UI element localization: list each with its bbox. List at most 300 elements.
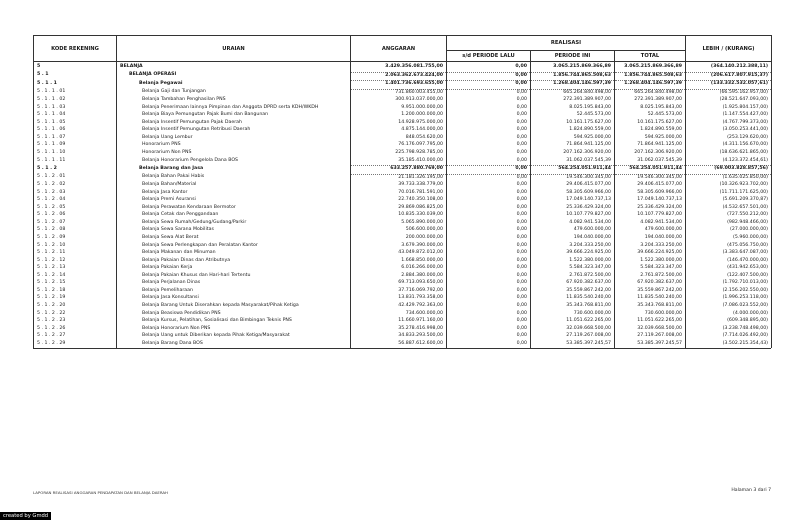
- cell-uraian: Belanja Insentif Pemungutan Pajak Daerah: [117, 120, 351, 128]
- table-row: [34, 127, 772, 135]
- table-row: [34, 72, 772, 81]
- cell-anggaran: 734.600.000,00: [351, 311, 447, 319]
- cell-total: 1.856.744.865.508,63: [615, 72, 686, 81]
- cell-ini: 35.559.867.242,00: [531, 288, 615, 296]
- cell-anggaran: 2.884.380.000,00: [351, 273, 447, 281]
- cell-lebih: (475.056.750,00): [686, 243, 772, 251]
- cell-kode: 5 . 1 . 2 . 15: [34, 280, 117, 288]
- cell-ini: 1.856.744.865.508,63: [531, 72, 615, 81]
- cell-kode: 5 . 1 . 2 . 08: [34, 227, 117, 235]
- cell-total: 3.065.215.869.366,89: [615, 62, 686, 72]
- cell-anggaran: 5.065.890.000,00: [351, 220, 447, 228]
- header-lebih-kurang: LEBIH / (KURANG): [686, 36, 772, 62]
- cell-total: 594.925.000,00: [615, 135, 686, 143]
- cell-ini: 25.336.429.324,00: [531, 205, 615, 213]
- header-total: TOTAL: [615, 51, 686, 62]
- cell-uraian: Belanja Barang dan Jasa: [117, 166, 351, 175]
- cell-kode: 5 . 1 . 2 . 20: [34, 303, 117, 311]
- cell-anggaran: 200.000.000,00: [351, 235, 447, 243]
- cell-anggaran: 35.278.416.998,00: [351, 326, 447, 334]
- cell-ini: 479.600.000,00: [531, 227, 615, 235]
- cell-uraian: Belanja Beasiswa Pendidikan PNS: [117, 311, 351, 319]
- report-table-body: [33, 62, 772, 348]
- cell-lalu: 0,00: [447, 197, 531, 205]
- cell-ini: 194.040.000,00: [531, 235, 615, 243]
- cell-total: 71.864.941.125,00: [615, 142, 686, 150]
- cell-ini: 11.835.540.240,00: [531, 295, 615, 303]
- cell-kode: 5 . 1 . 1 . 06: [34, 127, 117, 135]
- cell-lalu: 0,00: [447, 120, 531, 128]
- cell-kode: 5 . 1 . 2 . 10: [34, 243, 117, 251]
- cell-kode: 5 . 1 . 2 . 04: [34, 197, 117, 205]
- cell-lebih: (4.123.372.454,61): [686, 158, 772, 166]
- cell-total: 2.761.872.500,00: [615, 273, 686, 281]
- cell-total: 32.039.668.500,00: [615, 326, 686, 334]
- cell-lebih: (4.767.799.373,00): [686, 120, 772, 128]
- cell-kode: 5 . 1 . 2 . 03: [34, 190, 117, 198]
- cell-lebih: (1.996.253.118,00): [686, 295, 772, 303]
- table-row: [34, 235, 772, 243]
- cell-lalu: 0,00: [447, 174, 531, 182]
- cell-kode: 5 . 1 . 2 . 18: [34, 288, 117, 296]
- cell-uraian: Belanja Sewa Rumah/Gedung/Gudang/Parkir: [117, 220, 351, 228]
- cell-uraian: Honorarium Non PNS: [117, 150, 351, 158]
- table-row: [34, 150, 772, 158]
- cell-total: 52.445.573,00: [615, 112, 686, 120]
- cell-total: 5.584.323.347,00: [615, 265, 686, 273]
- cell-total: 11.835.540.240,00: [615, 295, 686, 303]
- cell-lebih: (1.925.804.157,00): [686, 105, 772, 113]
- cell-uraian: Belanja Penerimaan lainnya Pimpinan dan Anggota DPRD serta KDH/WKDH: [117, 105, 351, 113]
- cell-lalu: 0,00: [447, 190, 531, 198]
- cell-ini: 10.161.175.627,00: [531, 120, 615, 128]
- cell-anggaran: 3.429.356.081.755,00: [351, 62, 447, 72]
- cell-total: 730.600.000,00: [615, 311, 686, 319]
- cell-uraian: Belanja Tambahan Penghasilan PNS: [117, 97, 351, 105]
- cell-ini: 71.864.941.125,00: [531, 142, 615, 150]
- header-uraian: URAIAN: [117, 36, 351, 62]
- cell-ini: 3.204.333.250,00: [531, 243, 615, 251]
- cell-lalu: 0,00: [447, 205, 531, 213]
- cell-anggaran: 848.054.620,00: [351, 135, 447, 143]
- header-kode-rekening: KODE REKENING: [34, 36, 117, 62]
- cell-total: 1.268.404.146.597,39: [615, 81, 686, 90]
- cell-anggaran: 34.833.293.500,00: [351, 333, 447, 341]
- report-page: [33, 35, 771, 349]
- cell-anggaran: 633.257.880.769,00: [351, 166, 447, 175]
- cell-uraian: Belanja Perawatan Kendaraan Bermotor: [117, 205, 351, 213]
- cell-total: 39.666.224.925,00: [615, 250, 686, 258]
- cell-ini: 1.824.890.559,00: [531, 127, 615, 135]
- table-row: [34, 311, 772, 319]
- cell-anggaran: 506.600.000,00: [351, 227, 447, 235]
- cell-uraian: Belanja Biaya Pemungutan Pajak Bumi dan Bangunan: [117, 112, 351, 120]
- cell-kode: 5 . 1 . 2: [34, 166, 117, 175]
- cell-kode: 5: [34, 62, 117, 72]
- table-row: [34, 295, 772, 303]
- footer-page-number: Halaman 3 dari 7: [731, 488, 771, 493]
- cell-lalu: 0,00: [447, 150, 531, 158]
- table-row: [34, 326, 772, 334]
- cell-anggaran: 56.887.612.600,00: [351, 341, 447, 349]
- cell-uraian: Belanja Jasa Konsultansi: [117, 295, 351, 303]
- cell-lalu: 0,00: [447, 81, 531, 90]
- cell-total: 564.254.051.911,44: [615, 166, 686, 175]
- cell-anggaran: 69.713.093.650,00: [351, 280, 447, 288]
- cell-ini: 730.600.000,00: [531, 311, 615, 319]
- cell-lebih: (1.635.025.850,00): [686, 174, 772, 182]
- cell-lebih: (28.521.647.093,00): [686, 97, 772, 105]
- cell-total: 11.051.622.265,00: [615, 318, 686, 326]
- cell-ini: 10.107.779.827,00: [531, 212, 615, 220]
- cell-lalu: 0,00: [447, 273, 531, 281]
- table-row: [34, 197, 772, 205]
- cell-total: 10.107.779.827,00: [615, 212, 686, 220]
- cell-uraian: Belanja Honorarium Pengelola Dana BOS: [117, 158, 351, 166]
- cell-anggaran: 29.869.086.825,00: [351, 205, 447, 213]
- table-row: [34, 97, 772, 105]
- cell-lebih: (122.407.500,00): [686, 273, 772, 281]
- cell-lalu: 0,00: [447, 258, 531, 266]
- cell-total: 25.336.429.324,00: [615, 205, 686, 213]
- cell-uraian: Belanja Barang Dana BOS: [117, 341, 351, 349]
- cell-total: 10.161.175.627,00: [615, 120, 686, 128]
- cell-anggaran: 10.835.330.039,00: [351, 212, 447, 220]
- cell-lalu: 0,00: [447, 243, 531, 251]
- cell-lebih: (5.960.000,00): [686, 235, 772, 243]
- cell-ini: 32.039.668.500,00: [531, 326, 615, 334]
- cell-lebih: (3.383.647.087,00): [686, 250, 772, 258]
- creator-stamp: created by Gmdd: [0, 512, 51, 520]
- cell-anggaran: 6.016.266.000,00: [351, 265, 447, 273]
- cell-anggaran: 1.668.850.000,00: [351, 258, 447, 266]
- cell-ini: 1.522.380.000,00: [531, 258, 615, 266]
- cell-kode: 5 . 1 . 2 . 07: [34, 220, 117, 228]
- cell-kode: 5 . 1 . 1: [34, 81, 117, 90]
- cell-ini: 5.584.323.347,00: [531, 265, 615, 273]
- cell-kode: 5 . 1 . 2 . 02: [34, 182, 117, 190]
- table-row: [34, 250, 772, 258]
- cell-ini: 594.925.000,00: [531, 135, 615, 143]
- cell-total: 17.049.140.737,13: [615, 197, 686, 205]
- cell-lalu: 0,00: [447, 72, 531, 81]
- cell-kode: 5 . 1 . 2 . 23: [34, 318, 117, 326]
- cell-uraian: Belanja Uang untuk Diberikan kepada Pihak Ketiga/Masyarakat: [117, 333, 351, 341]
- cell-uraian: Belanja Bahan Pakai Habis: [117, 174, 351, 182]
- cell-lebih: (133.332.532.057,61): [686, 81, 772, 90]
- table-row: [34, 303, 772, 311]
- cell-ini: 19.546.300.345,00: [531, 174, 615, 182]
- cell-ini: 27.119.267.008,00: [531, 333, 615, 341]
- cell-ini: 2.761.872.500,00: [531, 273, 615, 281]
- cell-lebih: (3.238.748.498,00): [686, 326, 772, 334]
- cell-anggaran: 39.733.338.779,00: [351, 182, 447, 190]
- cell-total: 8.025.195.843,00: [615, 105, 686, 113]
- cell-anggaran: 731.860.003.455,00: [351, 89, 447, 97]
- cell-lebih: (7.086.023.552,00): [686, 303, 772, 311]
- cell-total: 1.522.380.000,00: [615, 258, 686, 266]
- header-realisasi: REALISASI: [447, 36, 686, 51]
- header-anggaran: ANGGARAN: [351, 36, 447, 62]
- cell-uraian: Belanja Pemeliharaan: [117, 288, 351, 296]
- cell-lalu: 0,00: [447, 158, 531, 166]
- cell-uraian: Belanja Makanan dan Minuman: [117, 250, 351, 258]
- table-row: [34, 212, 772, 220]
- cell-lalu: 0,00: [447, 142, 531, 150]
- table-bottom-border: [33, 348, 771, 349]
- cell-lalu: 0,00: [447, 326, 531, 334]
- table-row: [34, 112, 772, 120]
- cell-total: 665.264.840.498,00: [615, 89, 686, 97]
- cell-kode: 5 . 1 . 1 . 03: [34, 105, 117, 113]
- cell-uraian: Belanja Gaji dan Tunjangan: [117, 89, 351, 97]
- cell-total: 29.406.415.077,00: [615, 182, 686, 190]
- cell-uraian: Belanja Premi Asuransi: [117, 197, 351, 205]
- cell-lebih: (11.711.171.625,00): [686, 190, 772, 198]
- cell-ini: 1.268.404.146.597,39: [531, 81, 615, 90]
- cell-uraian: Belanja Barang Untuk Diserahkan kepada Masyarakat/Pihak Ketiga: [117, 303, 351, 311]
- cell-uraian: BELANJA OPERASI: [117, 72, 351, 81]
- cell-uraian: Belanja Honorarium Non PNS: [117, 326, 351, 334]
- table-row: [34, 142, 772, 150]
- cell-lebih: (1.147.554.427,00): [686, 112, 772, 120]
- cell-lebih: (431.942.653,00): [686, 265, 772, 273]
- cell-lebih: (69.003.828.857,56): [686, 166, 772, 175]
- cell-total: 1.824.890.559,00: [615, 127, 686, 135]
- header-periode-ini: PERIODE INI: [531, 51, 615, 62]
- cell-anggaran: 9.951.000.000,00: [351, 105, 447, 113]
- cell-lebih: (206.617.807.915,37): [686, 72, 772, 81]
- cell-anggaran: 70.016.781.591,00: [351, 190, 447, 198]
- cell-lebih: (727.550.212,00): [686, 212, 772, 220]
- cell-total: 4.082.941.534,00: [615, 220, 686, 228]
- cell-total: 53.385.397.245,57: [615, 341, 686, 349]
- cell-lebih: (3.050.253.441,00): [686, 127, 772, 135]
- cell-uraian: Belanja Jasa Kantor: [117, 190, 351, 198]
- cell-total: 19.546.300.345,00: [615, 174, 686, 182]
- cell-lalu: 0,00: [447, 97, 531, 105]
- cell-lebih: (4.532.657.501,00): [686, 205, 772, 213]
- cell-lalu: 0,00: [447, 112, 531, 120]
- cell-lebih: (364.140.212.388,11): [686, 62, 772, 72]
- cell-lalu: 0,00: [447, 311, 531, 319]
- cell-lebih: (2.156.202.550,00): [686, 288, 772, 296]
- footer-report-title: LAPORAN REALISASI ANGGARAN PENDAPATAN DAN BELANJA DAERAH: [33, 490, 168, 495]
- cell-lalu: 0,00: [447, 295, 531, 303]
- cell-kode: 5 . 1 . 2 . 06: [34, 212, 117, 220]
- cell-ini: 67.920.382.637,00: [531, 280, 615, 288]
- cell-anggaran: 21.181.326.195,00: [351, 174, 447, 182]
- table-row: [34, 227, 772, 235]
- cell-lalu: 0,00: [447, 105, 531, 113]
- cell-anggaran: 22.740.350.108,00: [351, 197, 447, 205]
- cell-ini: 4.082.941.534,00: [531, 220, 615, 228]
- cell-uraian: Belanja Sewa Perlengkapan dan Peralatan Kantor: [117, 243, 351, 251]
- table-row: [34, 318, 772, 326]
- cell-uraian: Belanja Kursus, Pelatihan, Sosialisasi dan Bimbingan Teknis PNS: [117, 318, 351, 326]
- cell-total: 31.062.037.545,39: [615, 158, 686, 166]
- cell-anggaran: 35.185.410.000,00: [351, 158, 447, 166]
- cell-total: 35.559.867.242,00: [615, 288, 686, 296]
- cell-kode: 5 . 1 . 2 . 22: [34, 311, 117, 319]
- cell-lebih: (7.714.026.492,00): [686, 333, 772, 341]
- cell-ini: 52.445.573,00: [531, 112, 615, 120]
- cell-anggaran: 2.063.362.673.424,00: [351, 72, 447, 81]
- cell-uraian: Belanja Insentif Pemungutan Retribusi Daerah: [117, 127, 351, 135]
- table-row: [34, 174, 772, 182]
- cell-lalu: 0,00: [447, 250, 531, 258]
- cell-anggaran: 13.831.793.358,00: [351, 295, 447, 303]
- cell-lalu: 0,00: [447, 182, 531, 190]
- table-row: [34, 182, 772, 190]
- table-row: [34, 81, 772, 90]
- cell-total: 58.305.609.966,00: [615, 190, 686, 198]
- cell-kode: 5 . 1 . 1 . 02: [34, 97, 117, 105]
- cell-lalu: 0,00: [447, 227, 531, 235]
- cell-kode: 5 . 1 . 2 . 09: [34, 235, 117, 243]
- table-header: [33, 35, 772, 62]
- cell-total: 194.040.000,00: [615, 235, 686, 243]
- cell-anggaran: 14.928.975.000,00: [351, 120, 447, 128]
- cell-lebih: (4.311.156.670,00): [686, 142, 772, 150]
- cell-ini: 35.343.768.811,00: [531, 303, 615, 311]
- table-row: [34, 166, 772, 175]
- cell-anggaran: 76.176.097.795,00: [351, 142, 447, 150]
- cell-lalu: 0,00: [447, 288, 531, 296]
- cell-lalu: 0,00: [447, 62, 531, 72]
- cell-anggaran: 42.429.792.363,00: [351, 303, 447, 311]
- cell-uraian: Belanja Sewa Sarana Mobilitas: [117, 227, 351, 235]
- cell-total: 67.920.382.637,00: [615, 280, 686, 288]
- cell-kode: 5 . 1 . 2 . 19: [34, 295, 117, 303]
- cell-uraian: Belanja Bahan/Material: [117, 182, 351, 190]
- cell-lalu: 0,00: [447, 280, 531, 288]
- cell-ini: 665.264.840.498,00: [531, 89, 615, 97]
- cell-lebih: (10.326.923.702,00): [686, 182, 772, 190]
- table-row: [34, 341, 772, 349]
- cell-kode: 5 . 1 . 2 . 26: [34, 326, 117, 334]
- cell-lebih: (609.348.895,00): [686, 318, 772, 326]
- cell-uraian: Belanja Cetak dan Penggandaan: [117, 212, 351, 220]
- cell-lalu: 0,00: [447, 303, 531, 311]
- cell-lebih: (5.691.209.370,87): [686, 197, 772, 205]
- cell-lebih: (66.595.162.957,00): [686, 89, 772, 97]
- cell-uraian: Belanja Sewa Alat Berat: [117, 235, 351, 243]
- cell-kode: 5 . 1 . 1 . 07: [34, 135, 117, 143]
- cell-ini: 11.051.622.265,00: [531, 318, 615, 326]
- table-row: [34, 89, 772, 97]
- cell-uraian: BELANJA: [117, 62, 351, 72]
- cell-ini: 53.385.397.245,57: [531, 341, 615, 349]
- cell-ini: 17.049.140.737,13: [531, 197, 615, 205]
- cell-ini: 29.406.415.077,00: [531, 182, 615, 190]
- cell-total: 27.119.267.008,00: [615, 333, 686, 341]
- table-row: [34, 265, 772, 273]
- cell-kode: 5 . 1 . 1 . 10: [34, 150, 117, 158]
- cell-lalu: 0,00: [447, 318, 531, 326]
- cell-total: 207.162.306.920,00: [615, 150, 686, 158]
- table-row: [34, 243, 772, 251]
- cell-uraian: Belanja Perjalanan Dinas: [117, 280, 351, 288]
- cell-lalu: 0,00: [447, 333, 531, 341]
- cell-kode: 5 . 1 . 2 . 12: [34, 258, 117, 266]
- cell-kode: 5 . 1 . 1 . 05: [34, 120, 117, 128]
- cell-kode: 5 . 1 . 1 . 09: [34, 142, 117, 150]
- cell-lalu: 0,00: [447, 127, 531, 135]
- cell-anggaran: 43.049.872.012,00: [351, 250, 447, 258]
- cell-lalu: 0,00: [447, 235, 531, 243]
- cell-lebih: (253.129.620,00): [686, 135, 772, 143]
- table-row: [34, 280, 772, 288]
- cell-kode: 5 . 1 . 1 . 04: [34, 112, 117, 120]
- cell-lalu: 0,00: [447, 135, 531, 143]
- cell-total: 35.343.768.811,00: [615, 303, 686, 311]
- cell-uraian: Honorarium PNS: [117, 142, 351, 150]
- cell-lalu: 0,00: [447, 212, 531, 220]
- cell-lebih: (4.000.000,00): [686, 311, 772, 319]
- cell-total: 3.204.333.250,00: [615, 243, 686, 251]
- cell-total: 272.391.389.907,00: [615, 97, 686, 105]
- cell-total: 479.600.000,00: [615, 227, 686, 235]
- cell-ini: 31.062.037.545,39: [531, 158, 615, 166]
- cell-ini: 272.391.389.907,00: [531, 97, 615, 105]
- cell-kode: 5 . 1 . 2 . 01: [34, 174, 117, 182]
- cell-ini: 564.254.051.911,44: [531, 166, 615, 175]
- cell-kode: 5 . 1 . 1 . 11: [34, 158, 117, 166]
- table-row: [34, 333, 772, 341]
- cell-anggaran: 4.875.144.000,00: [351, 127, 447, 135]
- cell-lalu: 0,00: [447, 89, 531, 97]
- cell-kode: 5 . 1 . 2 . 29: [34, 341, 117, 349]
- cell-ini: 8.025.195.843,00: [531, 105, 615, 113]
- cell-kode: 5 . 1 . 1 . 01: [34, 89, 117, 97]
- cell-lebih: (1.792.710.013,00): [686, 280, 772, 288]
- cell-lebih: (27.000.000,00): [686, 227, 772, 235]
- cell-lalu: 0,00: [447, 166, 531, 175]
- cell-uraian: Belanja Pakaian Dinas dan Atributnya: [117, 258, 351, 266]
- cell-kode: 5 . 1 . 2 . 05: [34, 205, 117, 213]
- cell-kode: 5 . 1 . 2 . 11: [34, 250, 117, 258]
- cell-anggaran: 11.660.971.160,00: [351, 318, 447, 326]
- cell-anggaran: 3.679.390.000,00: [351, 243, 447, 251]
- cell-anggaran: 1.200.000.000,00: [351, 112, 447, 120]
- cell-lalu: 0,00: [447, 220, 531, 228]
- cell-anggaran: 1.401.736.693.655,00: [351, 81, 447, 90]
- table-row: [34, 158, 772, 166]
- cell-anggaran: 37.716.069.792,00: [351, 288, 447, 296]
- cell-lebih: (982.948.466,00): [686, 220, 772, 228]
- cell-lebih: (3.502.215.354,43): [686, 341, 772, 349]
- cell-anggaran: 300.913.037.000,00: [351, 97, 447, 105]
- table-row: [34, 62, 772, 72]
- cell-lalu: 0,00: [447, 341, 531, 349]
- cell-lebih: (146.470.000,00): [686, 258, 772, 266]
- cell-kode: 5 . 1: [34, 72, 117, 81]
- cell-ini: 58.305.609.966,00: [531, 190, 615, 198]
- cell-lebih: (18.636.621.865,00): [686, 150, 772, 158]
- cell-uraian: Belanja Uang Lembur: [117, 135, 351, 143]
- cell-kode: 5 . 1 . 2 . 13: [34, 265, 117, 273]
- cell-uraian: Belanja Pegawai: [117, 81, 351, 90]
- cell-uraian: Belanja Pakaian Khusus dan Hari-hari Tertentu: [117, 273, 351, 281]
- cell-ini: 39.666.224.925,00: [531, 250, 615, 258]
- cell-kode: 5 . 1 . 2 . 14: [34, 273, 117, 281]
- cell-lalu: 0,00: [447, 265, 531, 273]
- cell-ini: 207.162.306.920,00: [531, 150, 615, 158]
- cell-anggaran: 225.798.928.785,00: [351, 150, 447, 158]
- header-periode-lalu: s/d PERIODE LALU: [447, 51, 531, 62]
- cell-kode: 5 . 1 . 2 . 27: [34, 333, 117, 341]
